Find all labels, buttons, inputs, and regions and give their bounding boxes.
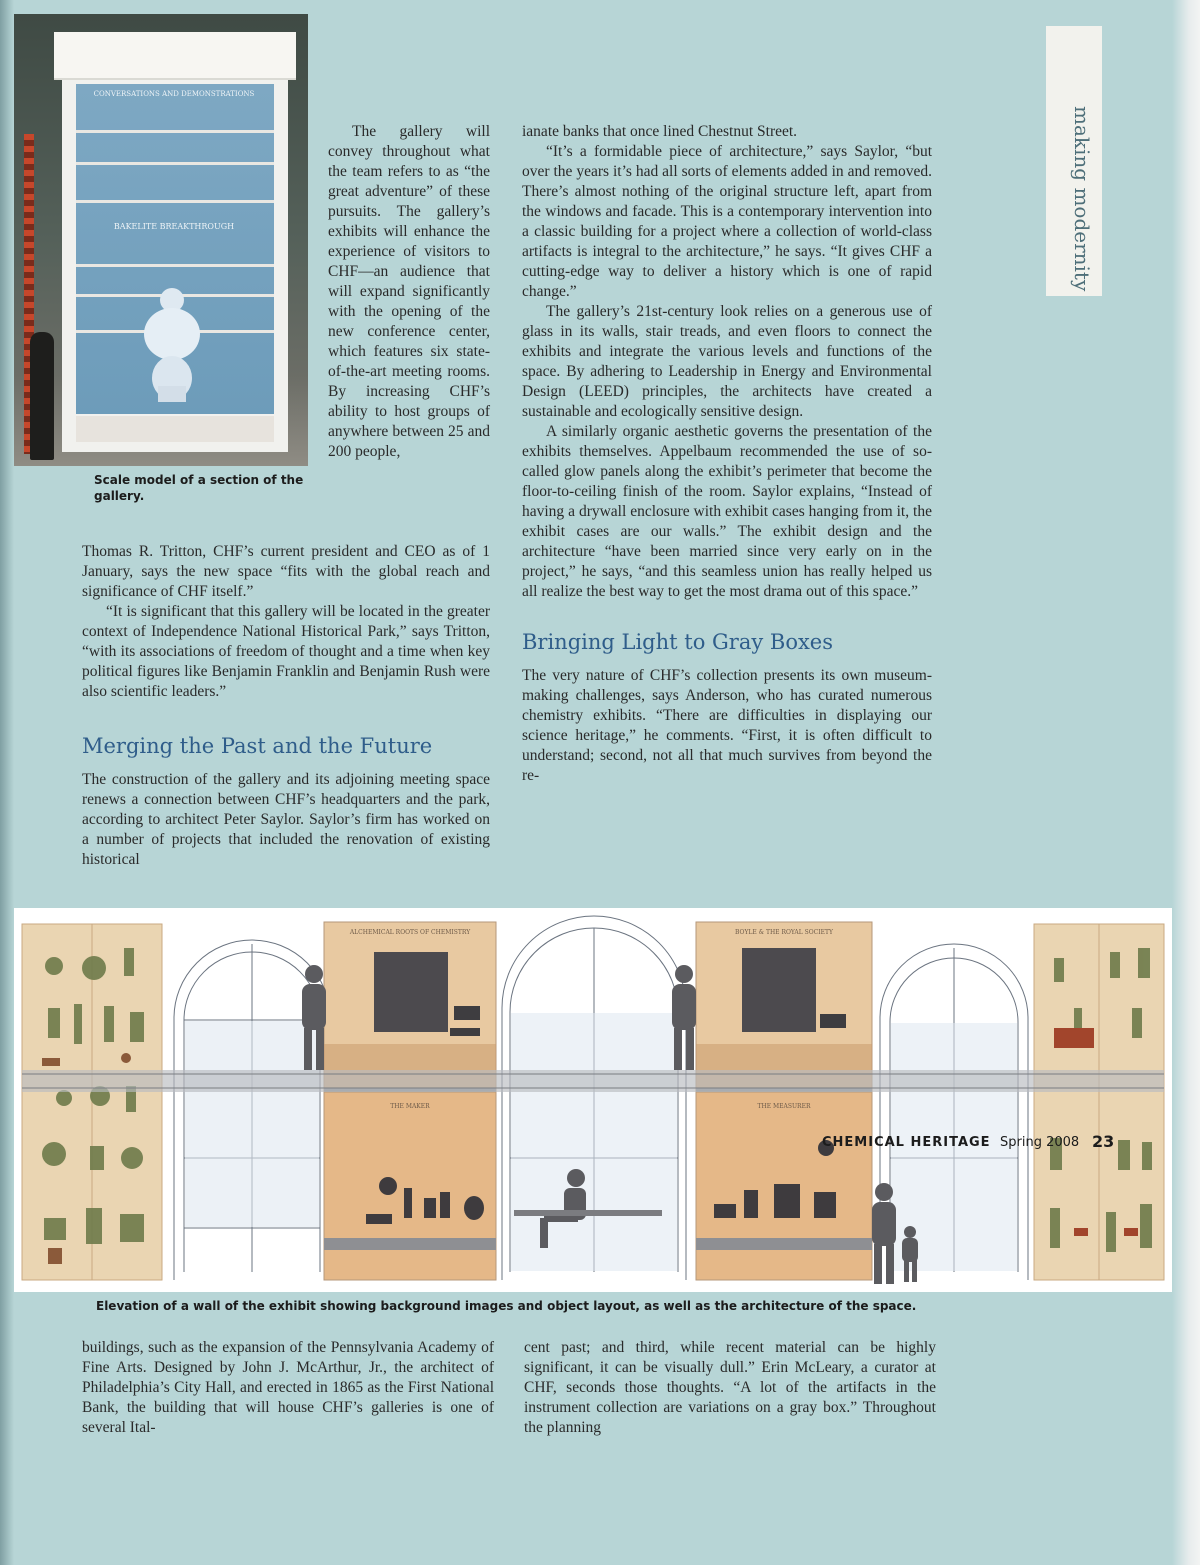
article-column-narrow xyxy=(328,122,490,462)
panel-label-measurer: THE MEASURER xyxy=(757,1103,811,1110)
paragraph: The very nature of CHF’s collection presents its own museum-making challenges, says Anderson, who has curated numerous chemistry exhibits. “There are difficulties in displaying our science heritage,” he comments. “First, it is often difficult to understand; second, not all that much survives from beyond the re- xyxy=(522,667,932,784)
paragraph: ianate banks that once lined Chestnut Street. xyxy=(522,123,798,140)
section-heading: Merging the Past and the Future xyxy=(82,734,433,758)
case-shelf xyxy=(76,130,274,133)
scale-model-photo xyxy=(14,14,308,466)
panel-label-maker: THE MAKER xyxy=(390,1103,430,1110)
issue-date: Spring 2008 xyxy=(1000,1135,1080,1150)
elevation-drawing xyxy=(14,908,1172,1292)
paragraph: The gallery’s 21st-century look relies on a generous use of glass in its walls, stair treads, and even floors to connect the exhibits and integrate the various levels and functions of the space. By adhering to Leadership in Energy and Environmental Design (LEED) principles, the architects have created a sustainable and ecologically sensitive design. xyxy=(522,303,932,420)
article-column-bottom-right xyxy=(524,1338,936,1438)
paragraph: cent past; and third, while recent material can be highly significant, it can be visually dull.” Erin McLeary, a curator at CHF, seconds those thoughts. “A lot of the artifacts in the instrument collection are variations on a gray box.” Throughout the planning xyxy=(524,1339,936,1436)
panel-label-alchemical: ALCHEMICAL ROOTS OF CHEMISTRY xyxy=(349,929,471,936)
page-number: 23 xyxy=(1092,1132,1115,1151)
case-shelf xyxy=(76,264,274,267)
paragraph: Thomas R. Tritton, CHF’s current president and CEO as of 1 January, says the new space “fits with the global reach and significance of CHF itself.” xyxy=(82,543,490,600)
photo-caption: Scale model of a section of the gallery. xyxy=(94,473,304,503)
panel-label-boyle: BOYLE & THE ROYAL SOCIETY xyxy=(735,929,833,936)
paragraph: “It’s a formidable piece of architecture,” says Saylor, “but over the years it’s had all sorts of elements added in and removed. There’s almost nothing of the original structure left, apart from the windows and facade. This is a contemporary intervention into a classic building for a project where a collection of world-class artifacts is integral to the architecture,” he says. “It gives CHF a cutting-edge way to deliver a history which is one of rapid change.” xyxy=(522,143,932,300)
paragraph: The construction of the gallery and its adjoining meeting space renews a connection between CHF’s headquarters and the park, according to architect Peter Saylor. Saylor’s firm has worked on a number of projects that included the renovation of existing historical xyxy=(82,771,490,868)
elevation-caption: Elevation of a wall of the exhibit showing background images and object layout, as well as the architecture of the space. xyxy=(96,1299,917,1313)
case-base xyxy=(76,416,274,442)
sculpture-figure xyxy=(132,282,212,402)
elevation-illustration xyxy=(14,908,1172,1292)
case-shelf xyxy=(76,162,274,165)
case-sign-mid: BAKELITE BREAKTHROUGH xyxy=(113,222,235,231)
paragraph: buildings, such as the expansion of the Pennsylvania Academy of Fine Arts. Designed by John J. McArthur, Jr., the architect of Philadelphia’s City Hall, and erected in 1865 as the First National Bank, the building that will house CHF’s galleries is one of several Ital- xyxy=(82,1339,494,1436)
exhibit-case-model xyxy=(62,32,288,452)
article-column-right xyxy=(522,122,932,786)
article-column-left xyxy=(82,542,490,870)
paragraph: A similarly organic aesthetic governs the presentation of the exhibits themselves. Appelbaum recommended the use of so-called glow panels along the exhibit’s perimeter that become the floor-to-ceiling finish of the room. Saylor explains, “Instead of having a drywall enclosure with exhibit cases hanging from it, the exhibit cases are our walls.” The exhibit design and the architecture “have been married since very early on in the project,” he says, “and this seamless union has really helped us all realize the best way to get the most drama out of this space.” xyxy=(522,423,932,600)
paragraph: The gallery will convey throughout what the team refers to as “the great adventure” of these pursuits. The gallery’s exhibits will enhance the experience of visitors to CHF—an audience that will expand significantly with the opening of the new conference center, which features six state-of-the-art meeting rooms. By increasing CHF’s ability to host groups of anywhere between 25 and 200 people, xyxy=(328,123,490,460)
person-silhouette xyxy=(30,332,54,460)
case-sign-top: CONVERSATIONS AND DEMONSTRATIONS xyxy=(93,90,255,98)
publication-name: CHEMICAL HERITAGE xyxy=(822,1135,991,1150)
case-shelf xyxy=(76,200,274,203)
section-heading: Bringing Light to Gray Boxes xyxy=(522,630,834,654)
case-cap xyxy=(54,32,296,80)
section-tab-label: making modernity xyxy=(1070,106,1094,292)
article-column-bottom-left xyxy=(82,1338,494,1438)
section-tab xyxy=(1046,26,1102,296)
paragraph: “It is significant that this gallery will be located in the greater context of Independence National Historical Park,” says Tritton, “with its associations of freedom of thought and a time when key political figures like Benjamin Franklin and Benjamin Rush were also scientific leaders.” xyxy=(82,603,490,700)
